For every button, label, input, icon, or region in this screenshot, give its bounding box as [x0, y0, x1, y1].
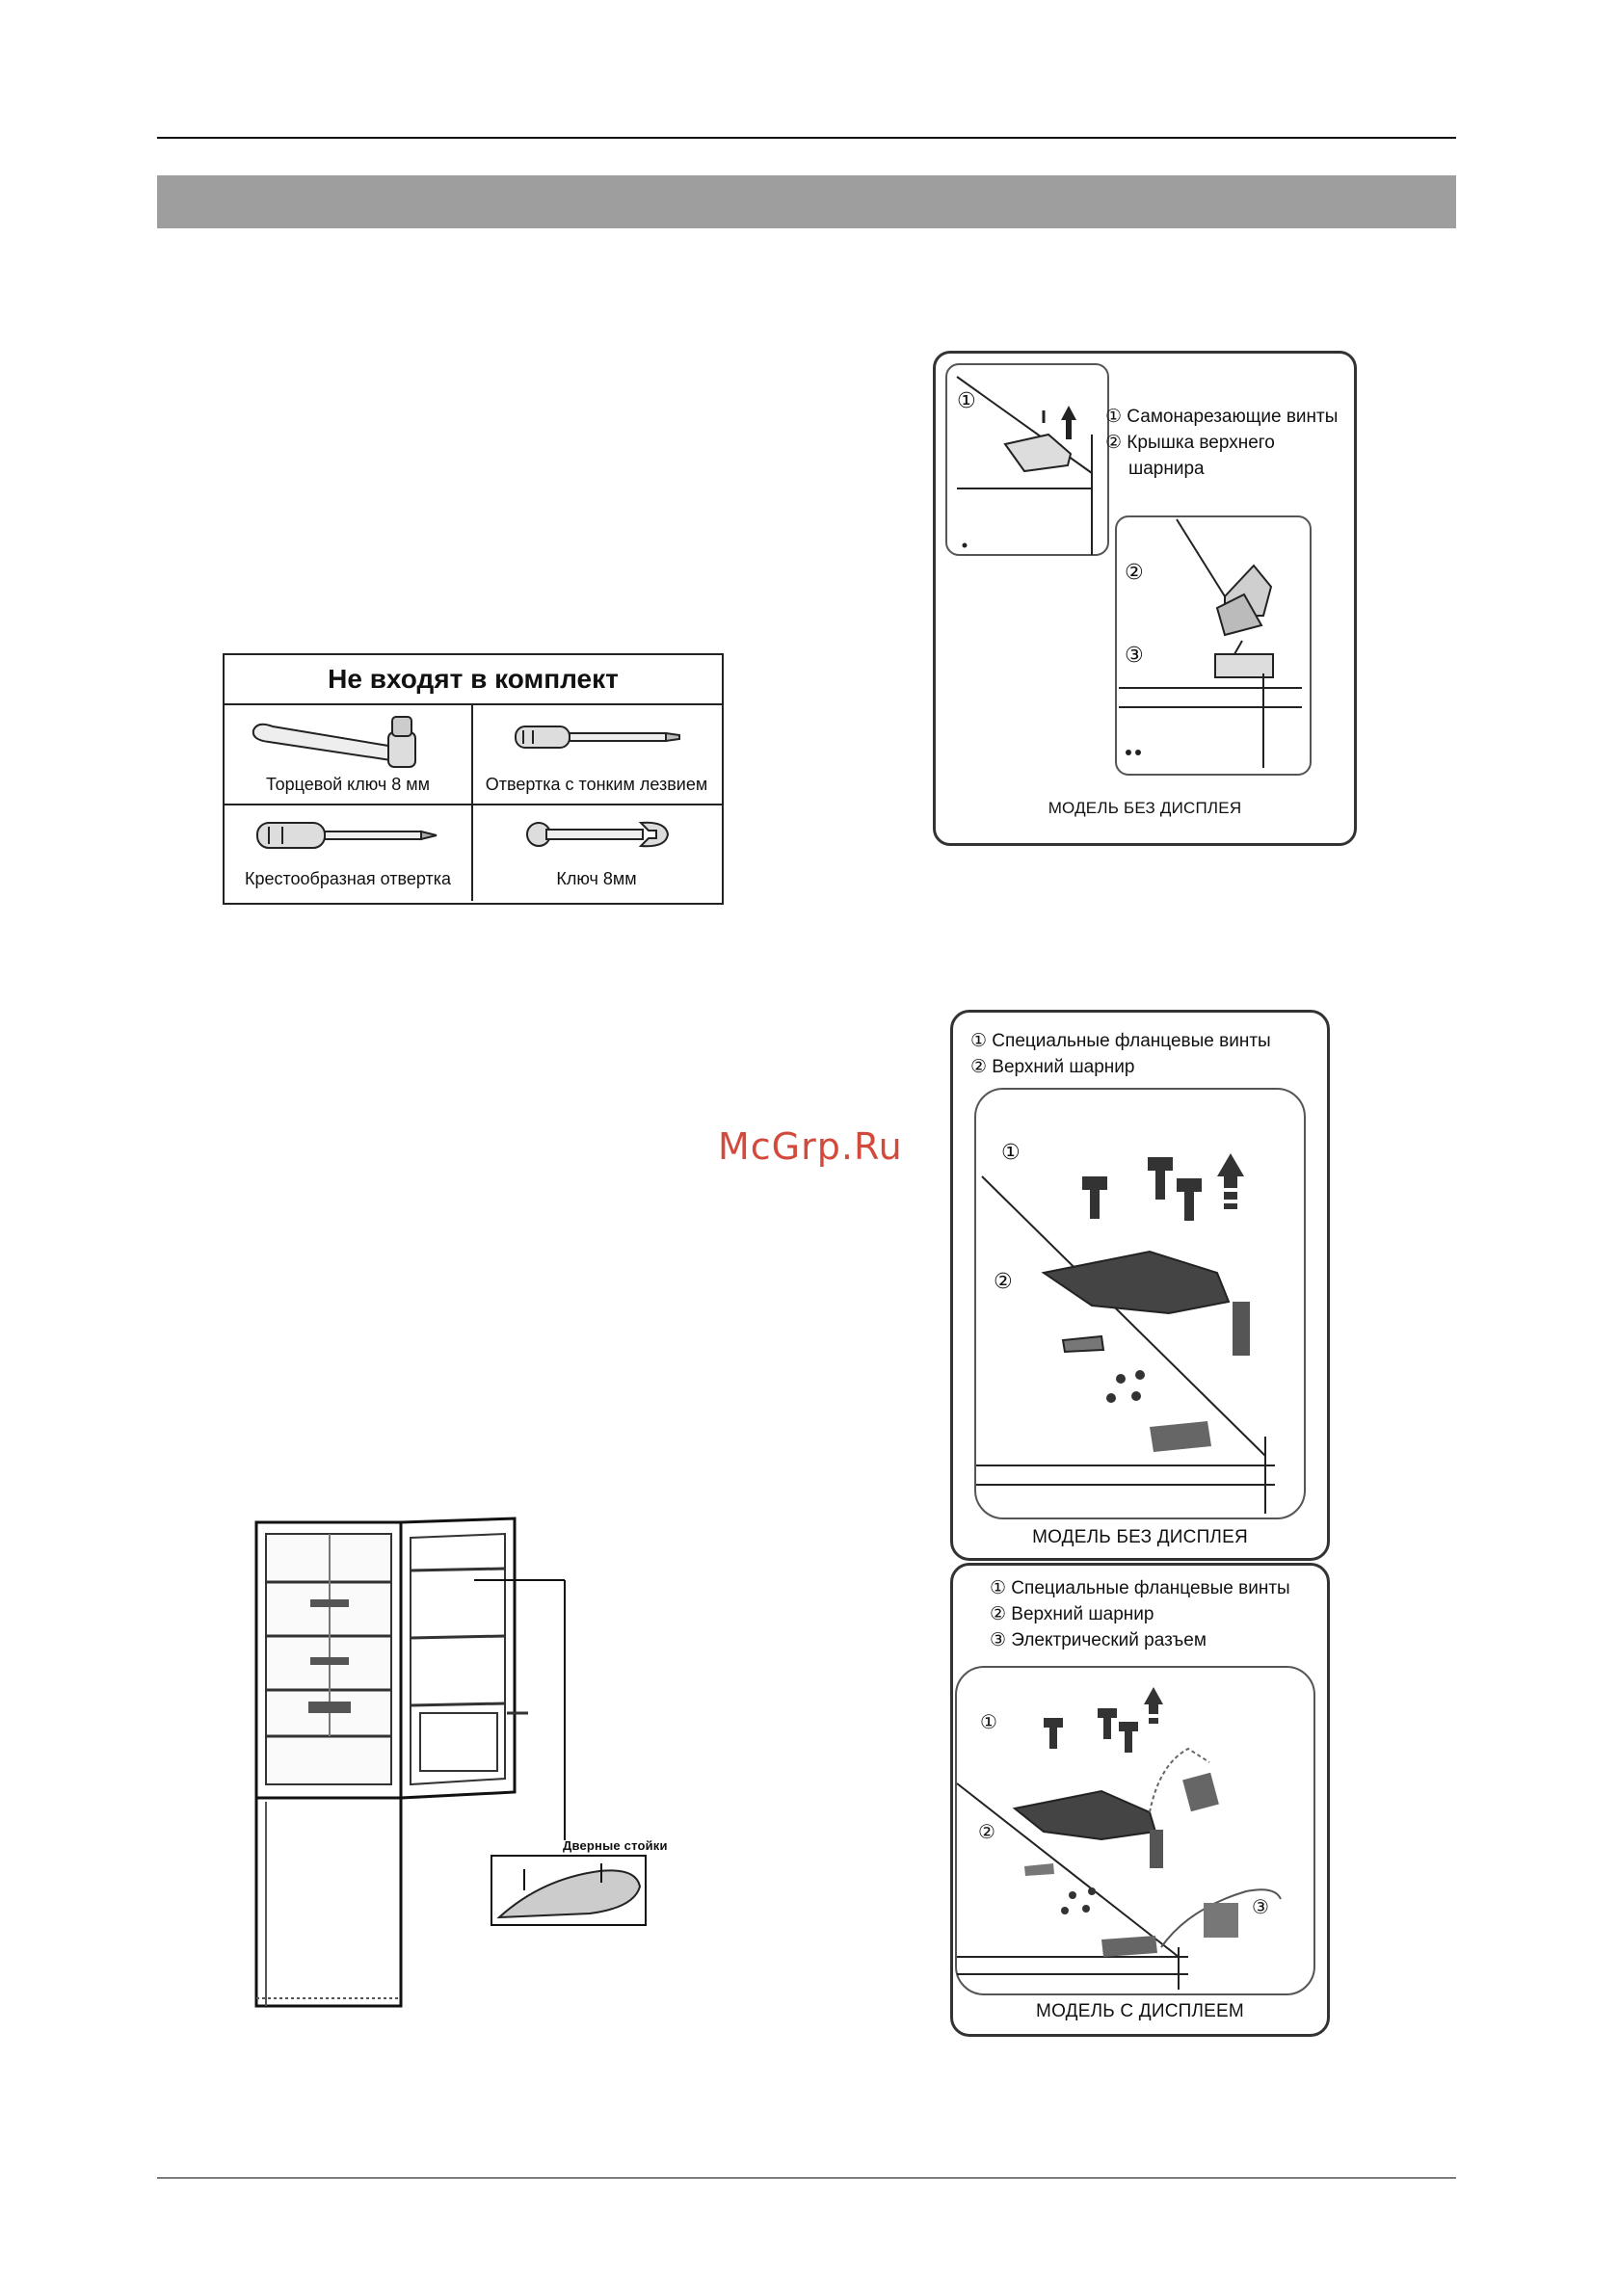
- inset-label: Дверные стойки: [563, 1838, 668, 1853]
- tool-label: Крестообразная отвертка: [244, 869, 452, 888]
- top-hinge-display-drawing: [957, 1668, 1313, 1990]
- figure-top-hinge: [950, 1010, 1330, 1561]
- callout-1: ①: [957, 388, 976, 412]
- phillips-screwdriver-icon: [253, 815, 446, 858]
- tool-label: Торцевой ключ 8 мм: [266, 775, 430, 794]
- wrench-icon: [521, 815, 676, 858]
- tools-table-header: Не входят в комплект: [225, 655, 722, 705]
- callout-1: ①: [980, 1712, 998, 1733]
- fridge-open-door-drawing: [252, 1513, 705, 2014]
- tool-cell: [225, 705, 473, 805]
- flange-screw-icon: [1082, 1176, 1107, 1219]
- tool-cell: [473, 805, 720, 901]
- legend-line: ② Верхний шарнир: [990, 1604, 1154, 1624]
- figure-caption: МОДЕЛЬ БЕЗ ДИСПЛЕЯ: [1048, 799, 1242, 817]
- watermark: McGrp.Ru: [718, 1125, 903, 1168]
- top-hinge-drawing: [976, 1090, 1304, 1514]
- flange-screw-icon: [1119, 1722, 1138, 1753]
- legend-line: ② Крышка верхнего: [1105, 433, 1275, 453]
- legend-line: ② Верхний шарнир: [970, 1057, 1135, 1077]
- tools-table-divider: [225, 804, 722, 805]
- legend-bottom-right: [990, 1575, 1290, 1653]
- legend-top-right: [1105, 404, 1338, 482]
- legend-mid-right: [970, 1028, 1271, 1080]
- hinge-cover-detail-drawing: [1119, 519, 1312, 770]
- flange-screw-icon: [1098, 1708, 1117, 1739]
- flange-screw-icon: [1044, 1718, 1063, 1749]
- flange-screw-icon: [1177, 1178, 1202, 1221]
- figure-caption: МОДЕЛЬ С ДИСПЛЕЕМ: [1036, 2001, 1244, 2021]
- up-arrow-icon: [1144, 1687, 1163, 1704]
- top-rule: [157, 137, 1456, 139]
- tool-label: Отвертка с тонким лезвием: [485, 775, 708, 794]
- callout-2: ②: [1125, 560, 1144, 584]
- socket-wrench-icon: [244, 713, 456, 771]
- section-banner: [157, 175, 1456, 228]
- legend-line: ① Самонарезающие винты: [1105, 407, 1339, 427]
- bottom-rule: [157, 2177, 1456, 2178]
- tools-table: [223, 653, 724, 905]
- legend-line: ① Специальные фланцевые винты: [970, 1031, 1271, 1051]
- flange-screw-icon: [1148, 1157, 1173, 1200]
- tool-label: Ключ 8мм: [556, 869, 637, 888]
- figure-top-hinge-display: [950, 1563, 1330, 2037]
- legend-line: ③ Электрический разъем: [990, 1630, 1207, 1650]
- legend-line: шарнира: [1128, 459, 1205, 479]
- figure-caption: МОДЕЛЬ БЕЗ ДИСПЛЕЯ: [1032, 1527, 1248, 1547]
- callout-3: ③: [1252, 1897, 1270, 1918]
- tool-cell: [225, 805, 473, 901]
- callout-1: ①: [1001, 1140, 1021, 1164]
- up-arrow-icon: [1217, 1153, 1244, 1176]
- figure-hinge-cover: [933, 351, 1357, 846]
- legend-line: ① Специальные фланцевые винты: [990, 1578, 1290, 1598]
- callout-2: ②: [978, 1822, 996, 1843]
- tool-cell: [473, 705, 720, 805]
- flat-screwdriver-icon: [512, 719, 685, 757]
- callout-2: ②: [994, 1269, 1013, 1293]
- callout-3: ③: [1125, 643, 1144, 667]
